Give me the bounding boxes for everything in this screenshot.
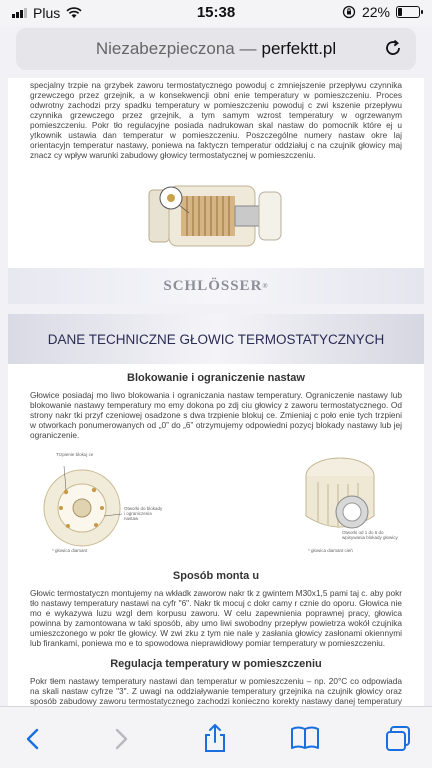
battery-icon — [396, 6, 420, 18]
browser-toolbar — [0, 706, 432, 768]
forward-icon[interactable] — [110, 727, 132, 751]
blocking-pins-figure — [34, 446, 164, 556]
section-header-title: DANE TECHNICZNE GŁOWIC TERMOSTATYCZNYCH — [47, 331, 385, 347]
share-icon[interactable] — [202, 723, 228, 753]
battery-percent: 22% — [361, 4, 390, 20]
address-bar[interactable] — [16, 28, 416, 70]
reload-icon[interactable] — [382, 37, 404, 59]
clock: 15:38 — [196, 4, 236, 21]
blocking-title: Blokowanie i ograniczenie nastaw — [127, 372, 305, 384]
fig2-label-holes: Otworki od 1 do 6 do wpisywania blokady głowicy — [342, 530, 398, 540]
blocking-paragraph: Głowice posiadaj mo liwo blokowania i ograniczania nastaw temperatury. Ograniczenie nastawy lub blokowanie nastawy temperatury mo emy dokona po zdj ciu głowicy z zaworu termostatycznego. Od strony nakr tki przyf czeniowej osadzone s dwa trzpienie blokuj ce. Zmieniaj c poło enie tych trzpieni w otworkach ponumerowanych od „0” do „6” otrzymujemy odpowiedni pozycj blokady nastawy lub jej ograniczenie. — [30, 390, 402, 440]
thermostatic-head-cutaway-image — [141, 168, 291, 260]
web-page — [8, 78, 424, 706]
fig1-label-pins: Trzpienie blokuj ce — [56, 452, 94, 457]
carrier-label: Plus — [33, 5, 61, 21]
back-icon[interactable] — [22, 727, 44, 751]
brand-name: SCHLÖSSER — [163, 277, 263, 294]
url-host: perfektt.pl — [261, 39, 337, 58]
intro-paragraph: specjalny trzpie na grzybek zaworu termostatycznego powoduj c zmniejszenie przepływu czynnika grzewczego przez grzejnik, a w konsekwencji obni enie temperatury w pomieszczeniu. Proces odwrotny zachodzi przy spadku temperatury w pomieszczeniu powoduj c zwi kszenie przepływu czynnika grzewczego przez grzejnik, a tym samym wzrost temperatury w ogrzewanym pomieszczeniu. Pokr tło regulacyjne posiada nadrukowan skal nastaw do pomocnik które ej u ytkownik ustawia dan temperatur w pomieszczeniu. Poszczególne numery nastaw okre laj orientacyjn temperatur nastawy, poniewa na faktyczn temperatur oddziałuj c na czujnik głowicy maj znacz cy wpływ warunki zabudowy głowicy termostatycznej w pomieszczeniu. — [30, 80, 402, 160]
section-header — [8, 314, 424, 364]
fig1-label-holes: Otworki do blokady i ograniczenia nastaw — [124, 506, 163, 521]
mounting-title: Sposób monta u — [172, 570, 260, 582]
head-with-scale-figure — [278, 446, 398, 556]
security-label: Niezabezpieczona — — [95, 39, 257, 58]
regulation-paragraph: Pokr tłem nastawy temperatury nastawi dan temperatur w pomieszczeniu – np. 20°C co odpowiada na skali nastaw cyfrze "3". Z uwagi na oddziaływanie temperatury grzejnika na czujnik głowicy oraz sposób zabudowy zaworu termostatycznego zachodzi konieczno korekty nastawy danej temperatury — [30, 676, 402, 706]
status-bar — [0, 0, 432, 26]
bookmarks-icon[interactable] — [290, 725, 320, 751]
mounting-paragraph: Głowic termostatyczn montujemy na wkładk zaworow nakr tk z gwintem M30x1,5 pami taj c. aby pokr tło nastawy temperatury nastawi na cyfr "6". Nakr tk mocuj c dokr camy r cznie do oporu. Głowica nie mo e wykazywa luzu wzgl dem korpusu zaworu. W celu zapewnienia poprawnej pracy, głowica powinna by zamontowana w taki sposób, aby umo liwi swobodny przepływ powietrza wokół czujnika umieszczonego w pokr tle głowicy. W zwi zku z tym nie nale y zasłania głowicy zasłonami okiennymi lub firankami, poniewa mo e to spowodowa nieprawidłowy pomiar temperatury w pomieszczeniu. — [30, 588, 402, 648]
fig1-caption: * głowica diamant — [52, 548, 88, 553]
orientation-lock-icon — [342, 5, 356, 19]
fig2-caption: * głowica diamant cień — [308, 548, 353, 553]
brand-banner: SCHLÖSSER ® — [8, 268, 424, 304]
figures-row — [8, 440, 424, 560]
section-divider — [8, 304, 424, 314]
tabs-icon[interactable] — [384, 725, 412, 753]
regulation-title: Regulacja temperatury w pomieszczeniu — [110, 658, 322, 670]
